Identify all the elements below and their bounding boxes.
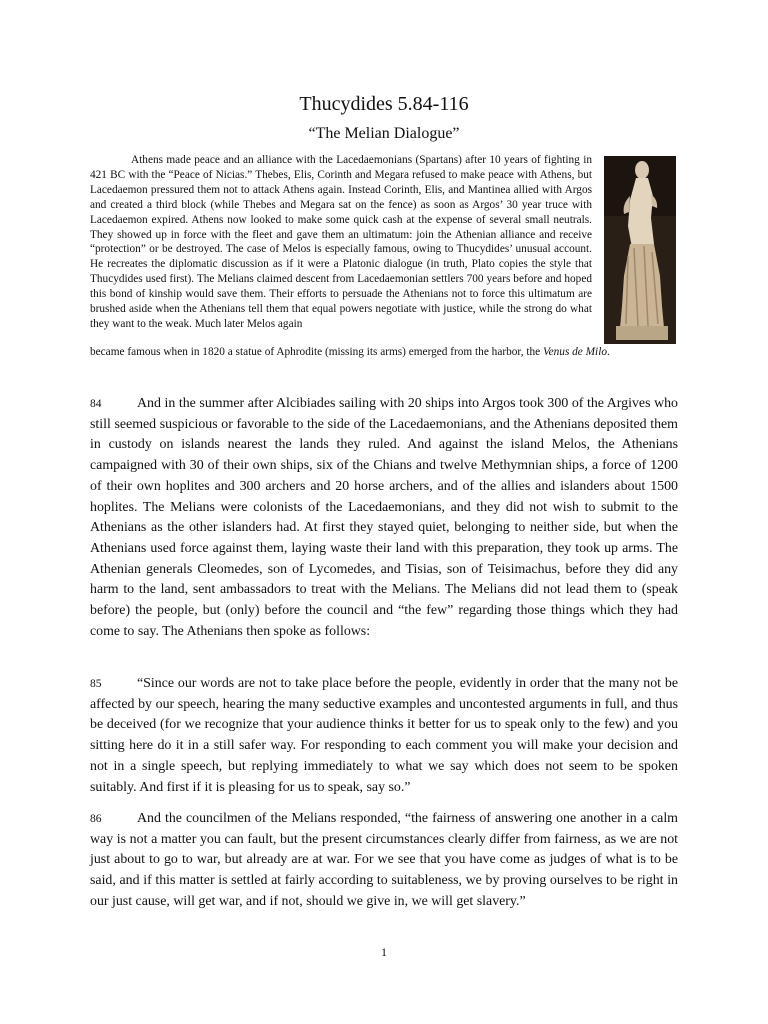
page-subtitle: “The Melian Dialogue” <box>308 125 460 142</box>
paragraph-number: 84 <box>90 398 102 410</box>
intro-paragraph <box>90 153 592 332</box>
paragraph-text: And in the summer after Alcibiades sailing with 20 ships into Argos took 300 of the Argives who still seemed suspicious or favorable to the side of the Lacedaemonians, and the Athenians deposited them in custody on islands nearest the lands they ruled. And against the island Melos, the Athenians campaigned with 30 of their own ships, six of the Chians and twelve Methymnian ships, a force of 1200 of their own hoplites and 300 archers and 20 horse archers, and of the allies and islanders about 1500 hoplites. The Melians were colonists of the Lacedaemonians, and they did not wish to submit to the Athenians as the other islanders had. At first they stayed quiet, belonging to neither side, but when the Athenians used force against them, laying waste their land with this preparation, they took up arms. The Athenian generals Cleomedes, son of Lycomedes, and Tisias, son of Teisimachus, before they did any harm to the land, sent ambassadors to treat with the Melians. The Melians did not lead them to (speak before) the people, but (only) before the council and “the few” regarding those things which they had come to say. The Athenians then spoke as follows: <box>90 396 678 639</box>
page-number: 1 <box>381 945 387 959</box>
intro-italic-text: Venus de Milo <box>542 346 607 358</box>
paragraph-85 <box>90 674 678 798</box>
intro-main-text: Athens made peace and an alliance with the Lacedaemonians (Spartans) after 10 years of fighting in 421 BC with the “Peace of Nicias.” Thebes, Elis, Corinth and Megara refused to make peace with Athens, but Lacedaemon pressured them not to attack Athens again. Instead Corinth, Elis, and Mantinea allied with Argos and created a third block (while Thebes and Megara sat on the fence) as soon as Argos’ 30 year truce with Lacedaemon expired. Athens now looked to make some quick cash at the expense of several small neutrals. They showed up in force with the fleet and gave them an ultimatum: join the Athenian alliance and receive “protection” or be destroyed. The case of Melos is especially famous, owing to Thucydides’ unusual account. He recreates the diplomatic discussion as if it were a Platonic dialogue (in truth, Plato copies the style that Thucydides used first). The Melians claimed descent from Lacedaemonian settlers 700 years before and hoped this bond of kinship would save them. Their efforts to persuade the Athenians not to force this ultimatum are brushed aside when the Athenians tell them that equal powers negotiate with justice, while the strong do what they want to the weak. Much later Melos again <box>90 154 592 330</box>
intro-last-line <box>90 345 610 360</box>
intro-end-text: . <box>607 346 610 358</box>
paragraph-number: 85 <box>90 678 102 690</box>
paragraph-number: 86 <box>90 813 102 825</box>
paragraph-text: “Since our words are not to take place before the people, evidently in order that the many not be affected by our speech, hearing the many seductive examples and uncontested arguments in full, and thus be deceived (for we recognize that your audience thinks it better for us to speak only to the few) and you sitting here do it in a still safer way. For responding to each comment you will make your decision and not in a single speech, but replying immediately to what we say which does not seem to be spoken suitably. And first if it is pleasing for us to speak, say so.” <box>90 676 678 795</box>
page-title: Thucydides 5.84-116 <box>299 93 469 115</box>
paragraph-text: And the councilmen of the Melians responded, “the fairness of answering one another in a calm way is not a matter you can fault, but the present circumstances clearly differ from fairness, as we are not just about to go to war, but already are at war. For we see that you have come as judges of what is to be said, and if this matter is settled at fairly according to suitableness, we by proving ourselves to be right in our just cause, will get war, and if not, should we give in, we will get slavery.” <box>90 811 678 909</box>
intro-tail-text: became famous when in 1820 a statue of Aphrodite (missing its arms) emerged from the harbor, the <box>90 346 543 358</box>
paragraph-86 <box>90 809 678 913</box>
paragraph-84 <box>90 394 678 642</box>
venus-de-milo-statue-icon <box>604 156 676 344</box>
